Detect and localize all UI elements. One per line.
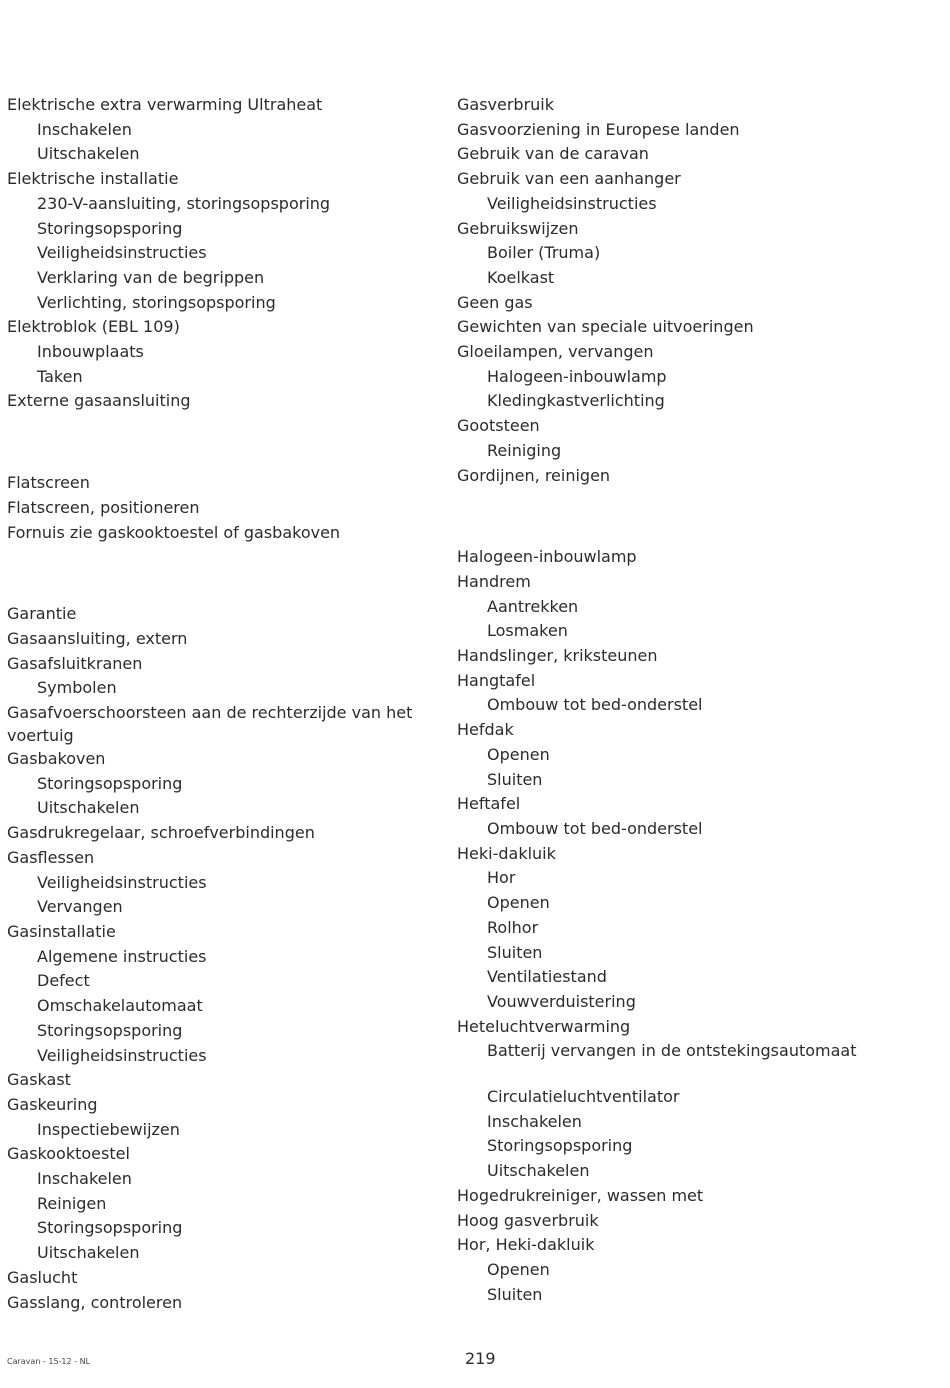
index-subentry: Verlichting, storingsopsporing — [37, 292, 276, 312]
index-subentry: Sluiten — [487, 769, 543, 789]
index-subentry: Openen — [487, 893, 550, 913]
index-entry: Gasvoorziening in Europese landen — [457, 119, 740, 139]
index-subentry: Reiniging — [487, 440, 562, 460]
index-entry: Gasbakoven — [7, 749, 106, 769]
index-entry: Gebruikswijzen — [457, 218, 579, 238]
index-subentry: Losmaken — [487, 621, 568, 641]
index-entry: Gasinstallatie — [7, 921, 116, 941]
index-entry: Halogeen-inbouwlamp — [457, 547, 637, 567]
index-entry: Gasdrukregelaar, schroefverbindingen — [7, 823, 315, 843]
index-entry: Elektrische extra verwarming Ultraheat — [7, 95, 323, 114]
index-subentry: Veiligheidsinstructies — [37, 1045, 207, 1065]
index-subentry: Ombouw tot bed-onderstel — [487, 695, 703, 715]
index-entry: Gasverbruik — [457, 95, 555, 114]
index-subentry: Openen — [487, 1259, 550, 1279]
index-subentry: Batterij vervangen in de ontstekingsautomaat — [487, 1041, 857, 1061]
index-entry: Gaskeuring — [7, 1094, 98, 1114]
index-entry: Heftafel — [457, 794, 521, 814]
index-subentry: Uitschakelen — [37, 1243, 140, 1263]
index-subentry: Kledingkastverlichting — [487, 391, 665, 411]
index-entry: Gaskooktoestel — [7, 1144, 130, 1164]
index-entry: Gootsteen — [457, 416, 540, 436]
index-subentry: Inspectiebewijzen — [37, 1119, 180, 1139]
index-entry: Flatscreen — [7, 473, 90, 493]
index-subentry: Vervangen — [37, 897, 123, 917]
index-entry: Gewichten van speciale uitvoeringen — [457, 317, 754, 337]
index-subentry: Algemene instructies — [37, 946, 207, 966]
index-entry: Externe gasaansluiting — [7, 391, 191, 411]
index-subentry: Inbouwplaats — [37, 342, 144, 362]
index-subentry: Uitschakelen — [487, 1161, 590, 1181]
index-subentry: Defect — [37, 971, 90, 991]
index-entry: Garantie — [7, 604, 77, 624]
index-entry: Elektroblok (EBL 109) — [7, 317, 180, 337]
index-entry: Hoog gasverbruik — [457, 1210, 599, 1230]
index-entry: Elektrische installatie — [7, 169, 179, 189]
index-entry: Heki-dakluik — [457, 843, 556, 863]
index-entry: Gasafsluitkranen — [7, 653, 143, 673]
index-entry: Hefdak — [457, 720, 514, 740]
index-subentry: Inschakelen — [487, 1111, 582, 1131]
index-subentry: Hor — [487, 868, 516, 888]
index-entry: Heteluchtverwarming — [457, 1016, 631, 1036]
index-subentry: Veiligheidsinstructies — [37, 872, 207, 892]
index-entry: Geen gas — [457, 292, 533, 312]
section-gap — [7, 545, 427, 602]
index-entry: Gebruik van een aanhanger — [457, 169, 681, 189]
index-entry: Fornuis zie gaskooktoestel of gasbakoven — [7, 522, 341, 542]
index-entry: Hogedrukreiniger, wassen met — [457, 1185, 704, 1205]
page-number: 219 — [465, 1349, 496, 1368]
index-entry: Gasslang, controleren — [7, 1292, 183, 1312]
index-subentry: Sluiten — [487, 942, 543, 962]
index-entry: Hor, Heki-dakluik — [457, 1235, 595, 1255]
index-subentry: Omschakelautomaat — [37, 996, 203, 1016]
index-entry: Gasaansluiting, extern — [7, 628, 188, 648]
index-subentry: Ventilatiestand — [487, 967, 607, 987]
index-subentry: Vouwverduistering — [487, 991, 636, 1011]
index-subentry: Storingsopsporing — [37, 1218, 183, 1238]
index-entry: Gasafvoerschoorsteen aan de rechterzijde van het voertuig — [7, 703, 413, 746]
index-subentry: Storingsopsporing — [487, 1136, 633, 1156]
index-subentry: Reinigen — [37, 1193, 107, 1213]
section-gap — [7, 414, 427, 471]
index-subentry: Rolhor — [487, 917, 539, 937]
index-column-left — [7, 93, 427, 1315]
index-column-right — [457, 93, 937, 1307]
index-subentry: Boiler (Truma) — [487, 243, 601, 263]
index-subentry: Storingsopsporing — [37, 1020, 183, 1040]
index-entry: Gordijnen, reinigen — [457, 465, 611, 485]
index-subentry: Aantrekken — [487, 596, 579, 616]
index-entry: Handslinger, kriksteunen — [457, 646, 658, 666]
index-entry: Gasflessen — [7, 847, 95, 867]
index-subentry: Symbolen — [37, 678, 117, 698]
index-entry: Gebruik van de caravan — [457, 144, 649, 164]
index-entry: Handrem — [457, 571, 531, 591]
section-gap — [457, 1064, 937, 1085]
index-subentry: 230-V-aansluiting, storingsopsporing — [37, 193, 331, 213]
index-subentry: Uitschakelen — [37, 798, 140, 818]
index-subentry: Inschakelen — [37, 1169, 132, 1189]
index-subentry: Sluiten — [487, 1284, 543, 1304]
index-subentry: Storingsopsporing — [37, 218, 183, 238]
index-subentry: Taken — [37, 366, 83, 386]
footer-document-id: Caravan - 15-12 - NL — [7, 1357, 91, 1366]
index-entry: Gaslucht — [7, 1267, 78, 1287]
index-entry: Gloeilampen, vervangen — [457, 342, 654, 362]
index-subentry: Storingsopsporing — [37, 773, 183, 793]
index-subentry: Veiligheidsinstructies — [37, 243, 207, 263]
index-subentry: Circulatieluchtventilator — [487, 1087, 680, 1107]
index-entry: Flatscreen, positioneren — [7, 497, 200, 517]
index-subentry: Verklaring van de begrippen — [37, 267, 265, 287]
index-subentry: Uitschakelen — [37, 144, 140, 164]
index-entry: Gaskast — [7, 1070, 71, 1090]
index-subentry: Halogeen-inbouwlamp — [487, 366, 667, 386]
index-subentry: Veiligheidsinstructies — [487, 193, 657, 213]
index-subentry: Inschakelen — [37, 119, 132, 139]
section-gap — [457, 488, 937, 545]
index-subentry: Koelkast — [487, 267, 555, 287]
index-subentry: Ombouw tot bed-onderstel — [487, 818, 703, 838]
index-subentry: Openen — [487, 744, 550, 764]
index-entry: Hangtafel — [457, 670, 536, 690]
